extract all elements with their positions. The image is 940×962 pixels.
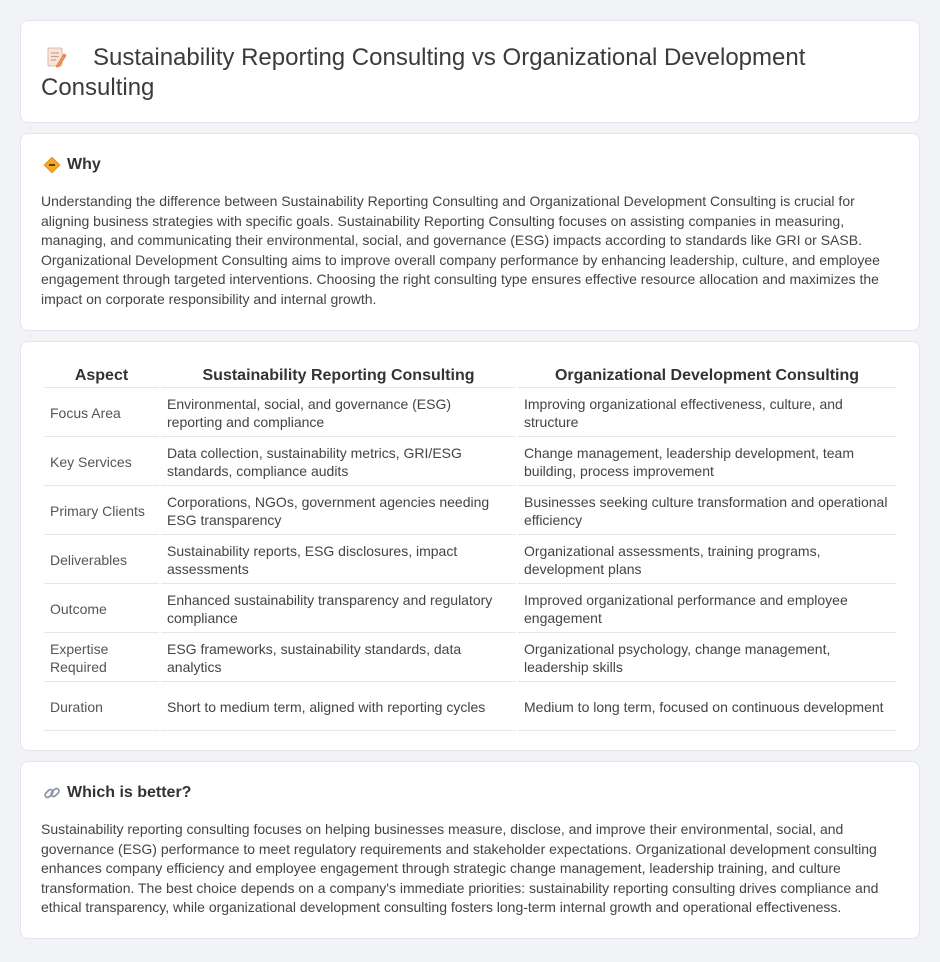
table-row (44, 586, 896, 633)
column-header-org-development: Organizational Development Consulting (518, 364, 896, 388)
table-header-row (44, 364, 896, 388)
table-row (44, 537, 896, 584)
table-cell-aspect: Duration (44, 684, 159, 731)
table-cell-aspect: Deliverables (44, 537, 159, 584)
which-heading-text: Which is better? (67, 784, 192, 801)
table-row (44, 488, 896, 535)
which-section (20, 761, 920, 939)
comparison-table (42, 362, 898, 733)
caution-sign-icon (43, 156, 61, 174)
table-row (44, 684, 896, 731)
table-cell: Medium to long term, focused on continuous development (518, 684, 896, 731)
table-cell-aspect: Focus Area (44, 390, 159, 437)
table-cell: ESG frameworks, sustainability standards, data analytics (161, 635, 516, 682)
title-card (20, 20, 920, 123)
table-cell: Organizational assessments, training programs, development plans (518, 537, 896, 584)
table-cell-aspect: Expertise Required (44, 635, 159, 682)
table-row (44, 390, 896, 437)
table-row (44, 635, 896, 682)
table-cell-aspect: Outcome (44, 586, 159, 633)
table-cell: Corporations, NGOs, government agencies needing ESG transparency (161, 488, 516, 535)
why-section (20, 133, 920, 331)
table-cell: Organizational psychology, change management, leadership skills (518, 635, 896, 682)
table-row (44, 439, 896, 486)
which-heading (41, 782, 899, 804)
why-heading (41, 154, 899, 176)
table-cell: Enhanced sustainability transparency and regulatory compliance (161, 586, 516, 633)
column-header-sustainability: Sustainability Reporting Consulting (161, 364, 516, 388)
comparison-table-card (20, 341, 920, 751)
table-cell: Short to medium term, aligned with reporting cycles (161, 684, 516, 731)
which-paragraph: Sustainability reporting consulting focuses on helping businesses measure, disclose, and improve their environmental, social, and governance (ESG) performance to meet regulatory requirements and stakeholder expectations. Organizational development consulting enhances company efficiency and employee engagement through strategic change management, leadership training, and culture transformation. The best choice depends on a company's immediate priorities: sustainability reporting consulting drives compliance and ethical transparency, while organizational development consulting fosters long-term internal growth and operational effectiveness. (41, 821, 879, 916)
table-cell: Sustainability reports, ESG disclosures, impact assessments (161, 537, 516, 584)
memo-icon (45, 46, 67, 68)
table-cell: Data collection, sustainability metrics, GRI/ESG standards, compliance audits (161, 439, 516, 486)
table-cell: Change management, leadership development, team building, process improvement (518, 439, 896, 486)
why-paragraph: Understanding the difference between Sustainability Reporting Consulting and Organizational Development Consulting is crucial for aligning business strategies with specific goals. Sustainability Reporting Consulting focuses on assisting companies in measuring, managing, and communicating their environmental, social, and governance (ESG) impacts according to standards like GRI or SASB. Organizational Development Consulting aims to improve overall company performance by enhancing leadership, culture, and employee engagement through targeted interventions. Choosing the right consulting type ensures effective resource allocation and maximizes the impact on corporate responsibility and internal growth. (41, 193, 880, 307)
table-cell: Businesses seeking culture transformation and operational efficiency (518, 488, 896, 535)
why-heading-text: Why (67, 156, 101, 173)
page-title (41, 43, 899, 103)
table-cell: Improving organizational effectiveness, culture, and structure (518, 390, 896, 437)
table-cell: Environmental, social, and governance (ESG) reporting and compliance (161, 390, 516, 437)
link-icon (43, 784, 61, 802)
table-cell: Improved organizational performance and employee engagement (518, 586, 896, 633)
page-title-text: Sustainability Reporting Consulting vs Organizational Development Consulting (41, 44, 806, 101)
table-cell-aspect: Primary Clients (44, 488, 159, 535)
table-cell-aspect: Key Services (44, 439, 159, 486)
column-header-aspect: Aspect (44, 364, 159, 388)
